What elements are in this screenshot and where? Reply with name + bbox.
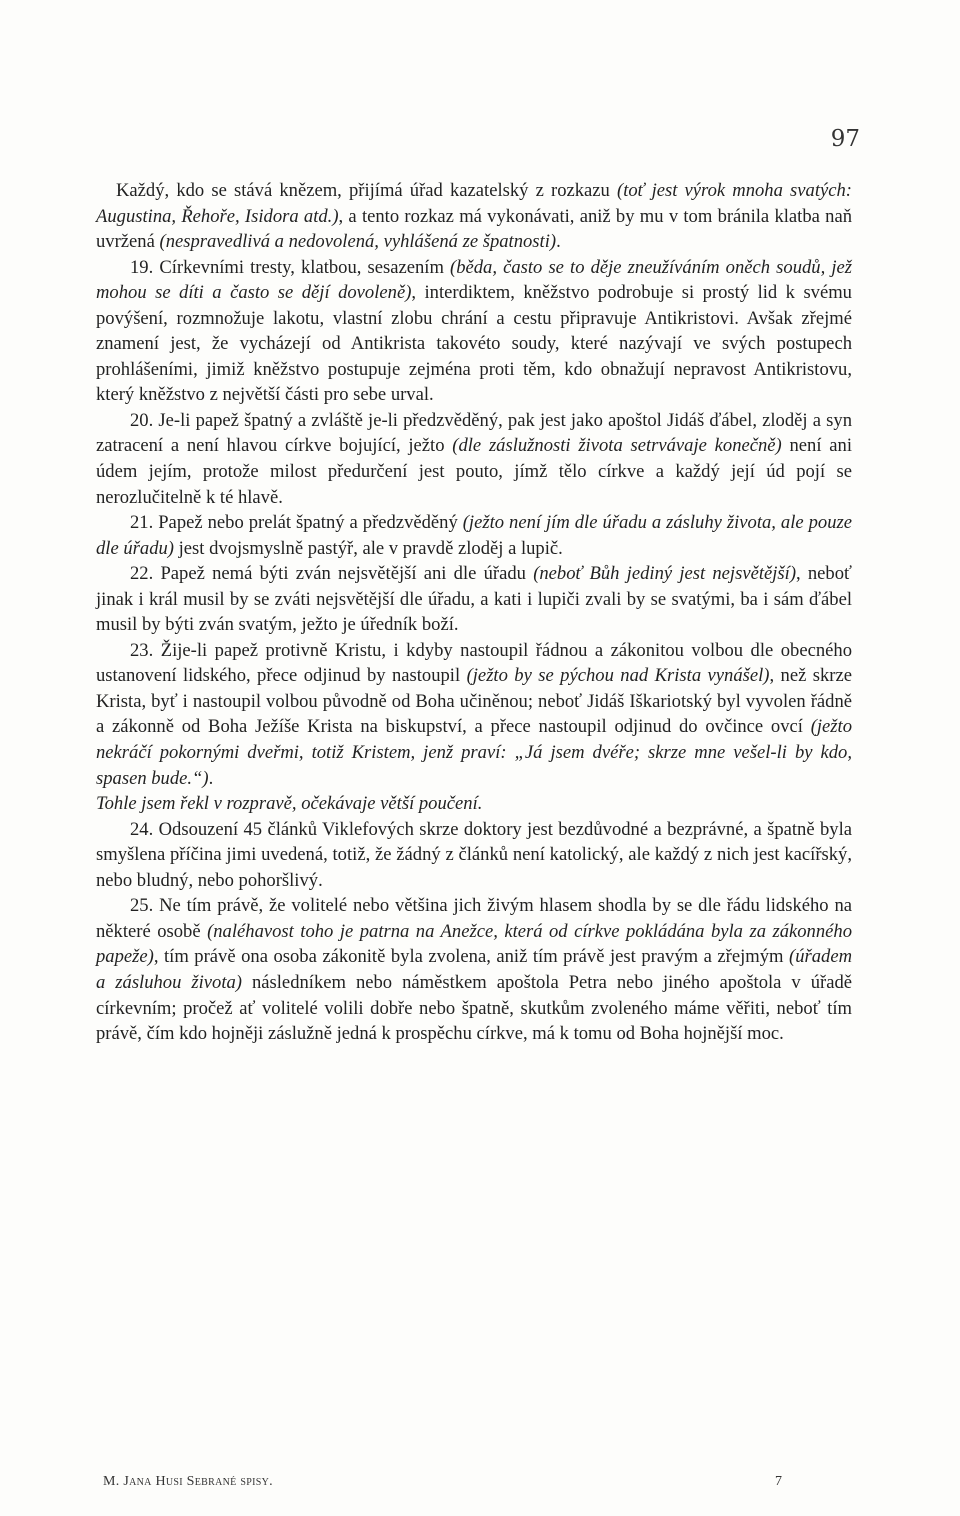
paragraph (96, 893, 852, 1046)
paragraph (96, 510, 852, 561)
italic-text: (ježto není jím dle úřadu a zásluhy života, ale pouze dle úřadu) (96, 512, 852, 559)
paragraph (96, 561, 852, 638)
italic-text: (naléhavost toho je patrna na Anežce, která od církve pokládána byla za zákonného papeže) (96, 920, 852, 968)
footer-signature-mark: 7 (775, 1474, 782, 1489)
italic-text: (úřadem a zásluhou života) (96, 946, 852, 993)
italic-text: (dle záslužnosti života setrvávaje konečně) (452, 435, 782, 457)
italic-text: (běda, často se to děje zneužíváním oněch soudů, jež mohou se díti a často se dějí dovoleně) (96, 256, 852, 304)
text-segment: . (556, 231, 561, 253)
italic-text: (nespravedlivá a nedovolená, vyhlášená ze špatnosti) (159, 231, 557, 253)
page-footer (103, 1474, 782, 1490)
body-text (96, 178, 852, 1047)
text-segment: , neboť jinak i král musil by se zváti nejsvětější dle úřadu, a kati i lupiči zvali by se svatými, ba i sám ďábel musil by býti zván svatým, ježto je úředník boží. (96, 563, 852, 636)
paragraph (96, 817, 852, 894)
paragraph (96, 178, 852, 255)
page-number: 97 (830, 126, 860, 152)
footer-book-title: M. Jana Husi Sebrané spisy. (103, 1474, 273, 1489)
text-segment: není ani údem jejím, protože milost předurčení jest pouto, jímž tělo církve a každý její úd pojí se nerozlučitelně k té hlavě. (96, 435, 852, 508)
text-segment: 22. Papež nemá býti zván nejsvětější ani dle úřadu (130, 563, 534, 585)
text-segment: 21. Papež nebo prelát špatný a předzvěděný (130, 512, 463, 534)
text-segment: 25. Ne tím právě, že volitelé nebo většina jich živým hlasem shodla by se dle řádu lidského na některé osobě (96, 895, 852, 942)
paragraph (96, 638, 852, 791)
italic-text: (ježto nekráčí pokornými dveřmi, totiž Kristem, jenž praví: „Já jsem dvéře; skrze mne vešel-li by kdo, spasen bude.“) (96, 716, 852, 789)
text-segment: 20. Je-li papež špatný a zvláště je-li předzvěděný, pak jest jako apoštol Jidáš ďábel, zloděj a syn zatracení a není hlavou církve bojující, ježto (96, 409, 852, 457)
text-segment: . (208, 767, 214, 789)
italic-text: (neboť Bůh jediný jest nejsvětější) (533, 563, 797, 585)
text-segment: jest dvojsmyslně pastýř, ale v pravdě zloděj a lupič. (173, 537, 563, 559)
text-segment: , interdiktem, kněžstvo podrobuje si prostý lid k svému povýšení, rozmnožuje lakotu, vlastní zlobu chrání a cestu připravuje Antikristovi. Avšak zřejmé znamení jest, že vycházejí od Antikrista takovéto soudy, které nazývají ve svých postupech prohlášeními, jimiž kněžstvo postupuje zejména proti těm, kdo obnažují nepravost Antikristovu, který kněžstvo z největší části pro sebe urval. (96, 282, 852, 406)
text-segment: , a tento rozkaz má vykonávati, aniž by mu v tom bránila klatba naň uvržená (96, 205, 852, 253)
italic-text: (toť jest výrok mnoha svatých: Augustina, Řehoře, Isidora atd.) (96, 180, 852, 227)
paragraph (96, 408, 852, 510)
text-segment: , tím právě ona osoba zákonitě byla zvolena, aniž tím právě jest pravým a zřejmým (153, 946, 789, 968)
text-segment: následníkem nebo náměstkem apoštola Petra nebo jiného apoštola v úřadě církevním; pročež ať volitelé volili dobře nebo špatně, skutkům zvoleného máme věřiti, neboť tím právě, čím kdo hojněji záslužně jedná k prospěchu církve, má k tomu od Boha hojnější moc. (96, 971, 852, 1045)
italic-text: Tohle jsem řekl v rozpravě, očekávaje větší poučení. (96, 793, 483, 815)
paragraph (96, 255, 852, 408)
text-segment: , než skrze Krista, byť i nastoupil volbou původně od Boha učiněnou; neboť Jidáš Iškariotský byl vyvolen řádně a zákonně od Boha Ježíše Krista na biskupství, a přece nastoupil odjinud do ovčince ovcí (96, 665, 853, 738)
text-segment: 24. Odsouzení 45 článků Viklefových skrze doktory jest bezdůvodné a bezprávné, a špatně byla smyšlena příčina jimi uvedená, totiž, že žádný z článků není katolický, ale každý z nich jest kacířský, nebo bludný, nebo pohoršlivý. (96, 818, 852, 891)
italic-text: (ježto by se pýchou nad Krista vynášel) (466, 665, 770, 687)
text-segment: Každý, kdo se stává knězem, přijímá úřad kazatelský z rozkazu (116, 180, 617, 201)
text-segment: 19. Církevními tresty, klatbou, sesazením (130, 256, 451, 278)
paragraph (96, 791, 852, 817)
text-segment: 23. Žije-li papež protivně Kristu, i kdyby nastoupil řádnou a zákonitou volbou dle obecného ustanovení lidského, přece odjinud by nastoupil (96, 639, 852, 687)
